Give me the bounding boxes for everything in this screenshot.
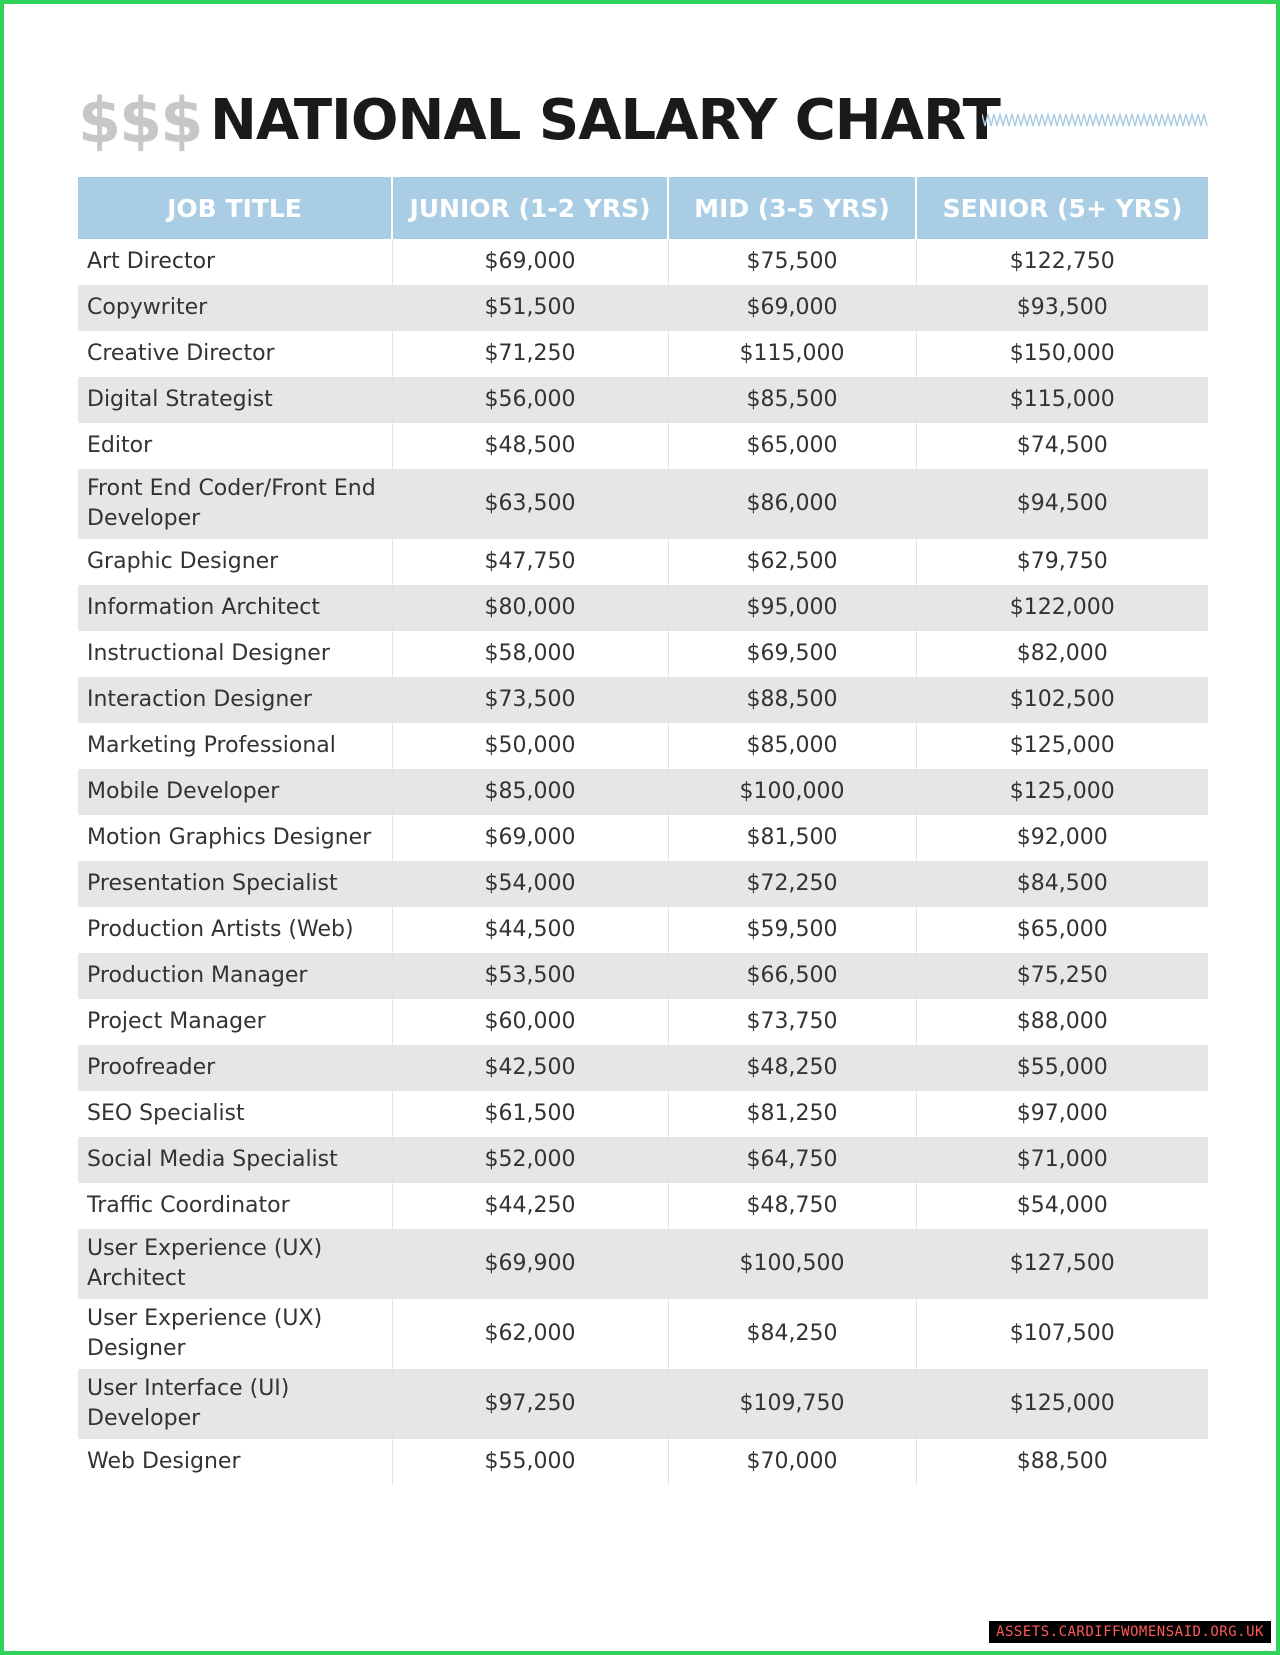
job-title-cell: SEO Specialist [87, 1101, 245, 1126]
mid-salary-cell: $81,500 [668, 815, 916, 861]
junior-salary-cell: $54,000 [392, 861, 668, 907]
table-row [78, 953, 1208, 999]
senior-salary-cell: $88,500 [916, 1439, 1208, 1485]
junior-salary-cell: $56,000 [392, 377, 668, 423]
mid-salary-cell: $72,250 [668, 861, 916, 907]
job-title-cell: Front End Coder/Front End Developer [78, 469, 392, 539]
job-title-cell: User Interface (UI) Developer [78, 1369, 392, 1439]
senior-salary-cell: $82,000 [916, 631, 1208, 677]
job-title-cell: Digital Strategist [78, 377, 392, 423]
senior-salary-cell: $65,000 [916, 907, 1208, 953]
mid-salary-cell: $65,000 [668, 423, 916, 469]
table-row [78, 1439, 1208, 1485]
table-row [78, 539, 1208, 585]
junior-salary-cell: $69,900 [392, 1229, 668, 1299]
dollar-signs: $$$ [78, 84, 202, 157]
table-row [78, 769, 1208, 815]
job-title-cell: Interaction Designer [78, 677, 392, 723]
table-row [78, 1137, 1208, 1183]
senior-salary-cell: $125,000 [916, 723, 1208, 769]
table-row [78, 285, 1208, 331]
junior-salary-cell: $62,000 [392, 1299, 668, 1369]
mid-salary-cell: $73,750 [668, 999, 916, 1045]
table-row [78, 1045, 1208, 1091]
mid-salary-cell: $109,750 [668, 1369, 916, 1439]
table-row [78, 815, 1208, 861]
job-title-cell: User Experience (UX) Designer [87, 1306, 323, 1361]
mid-salary-cell: $66,500 [668, 953, 916, 999]
senior-salary-cell: $92,000 [916, 815, 1208, 861]
mid-salary-cell: $84,250 [668, 1299, 916, 1369]
mid-salary-cell: $85,000 [668, 723, 916, 769]
table-row [78, 677, 1208, 723]
junior-salary-cell: $58,000 [392, 631, 668, 677]
mid-salary-cell: $48,750 [668, 1183, 916, 1229]
salary-table [78, 177, 1208, 1485]
mid-salary-cell: $64,750 [668, 1137, 916, 1183]
table-row [78, 423, 1208, 469]
junior-salary-cell: $50,000 [392, 723, 668, 769]
job-title-cell: Copywriter [78, 285, 392, 331]
mid-salary-cell: $48,250 [668, 1045, 916, 1091]
column-header-senior: SENIOR (5+ YRS) [916, 177, 1208, 239]
mid-salary-cell: $69,500 [668, 631, 916, 677]
table-row [78, 1369, 1208, 1439]
junior-salary-cell: $42,500 [392, 1045, 668, 1091]
junior-salary-cell: $55,000 [392, 1439, 668, 1485]
table-row [78, 239, 1208, 285]
senior-salary-cell: $107,500 [916, 1299, 1208, 1369]
column-header-job-title: JOB TITLE [78, 177, 392, 239]
job-title-cell: Web Designer [87, 1449, 241, 1474]
mid-salary-cell: $85,500 [668, 377, 916, 423]
table-row [78, 1229, 1208, 1299]
senior-salary-cell: $122,000 [916, 585, 1208, 631]
senior-salary-cell: $71,000 [916, 1137, 1208, 1183]
mid-salary-cell: $75,500 [668, 239, 916, 285]
senior-salary-cell: $102,500 [916, 677, 1208, 723]
junior-salary-cell: $60,000 [392, 999, 668, 1045]
table-row [78, 331, 1208, 377]
job-title-cell: Information Architect [78, 585, 392, 631]
senior-salary-cell: $97,000 [916, 1091, 1208, 1137]
job-title-cell: User Experience (UX) Architect [78, 1229, 392, 1299]
column-header-mid: MID (3-5 YRS) [668, 177, 916, 239]
job-title-cell: Editor [87, 433, 153, 458]
mid-salary-cell: $100,500 [668, 1229, 916, 1299]
mid-salary-cell: $59,500 [668, 907, 916, 953]
senior-salary-cell: $93,500 [916, 285, 1208, 331]
senior-salary-cell: $55,000 [916, 1045, 1208, 1091]
job-title-cell: Instructional Designer [87, 641, 330, 666]
senior-salary-cell: $122,750 [916, 239, 1208, 285]
table-body [78, 239, 1208, 1485]
source-credit: ASSETS.CARDIFFWOMENSAID.ORG.UK [989, 1621, 1271, 1643]
table-row [78, 1091, 1208, 1137]
junior-salary-cell: $69,000 [392, 815, 668, 861]
job-title-cell: Mobile Developer [78, 769, 392, 815]
senior-salary-cell: $84,500 [916, 861, 1208, 907]
senior-salary-cell: $94,500 [916, 469, 1208, 539]
title-row [78, 86, 1208, 156]
junior-salary-cell: $69,000 [392, 239, 668, 285]
junior-salary-cell: $51,500 [392, 285, 668, 331]
job-title-cell: Project Manager [87, 1009, 266, 1034]
mid-salary-cell: $69,000 [668, 285, 916, 331]
job-title-cell: Art Director [87, 249, 216, 274]
table-row [78, 999, 1208, 1045]
junior-salary-cell: $47,750 [392, 539, 668, 585]
junior-salary-cell: $44,250 [392, 1183, 668, 1229]
table-row [78, 723, 1208, 769]
junior-salary-cell: $80,000 [392, 585, 668, 631]
mid-salary-cell: $95,000 [668, 585, 916, 631]
table-row [78, 585, 1208, 631]
mid-salary-cell: $81,250 [668, 1091, 916, 1137]
junior-salary-cell: $71,250 [392, 331, 668, 377]
chart-title: NATIONAL SALARY CHART [210, 88, 1000, 153]
zigzag-decoration [982, 110, 1208, 130]
table-row [78, 377, 1208, 423]
junior-salary-cell: $85,000 [392, 769, 668, 815]
job-title-cell: Presentation Specialist [78, 861, 392, 907]
senior-salary-cell: $125,000 [916, 1369, 1208, 1439]
job-title-cell: Marketing Professional [87, 733, 336, 758]
junior-salary-cell: $48,500 [392, 423, 668, 469]
job-title-cell: Traffic Coordinator [87, 1193, 290, 1218]
table-row [78, 861, 1208, 907]
senior-salary-cell: $79,750 [916, 539, 1208, 585]
job-title-cell: Motion Graphics Designer [87, 825, 372, 850]
junior-salary-cell: $73,500 [392, 677, 668, 723]
junior-salary-cell: $44,500 [392, 907, 668, 953]
senior-salary-cell: $150,000 [916, 331, 1208, 377]
table-row [78, 469, 1208, 539]
senior-salary-cell: $54,000 [916, 1183, 1208, 1229]
junior-salary-cell: $63,500 [392, 469, 668, 539]
senior-salary-cell: $75,250 [916, 953, 1208, 999]
table-row [78, 1299, 1208, 1369]
column-header-junior: JUNIOR (1-2 YRS) [392, 177, 668, 239]
senior-salary-cell: $74,500 [916, 423, 1208, 469]
senior-salary-cell: $115,000 [916, 377, 1208, 423]
senior-salary-cell: $125,000 [916, 769, 1208, 815]
header-row [78, 177, 1208, 239]
job-title-cell: Production Artists (Web) [87, 917, 354, 942]
job-title-cell: Social Media Specialist [78, 1137, 392, 1183]
mid-salary-cell: $88,500 [668, 677, 916, 723]
junior-salary-cell: $97,250 [392, 1369, 668, 1439]
mid-salary-cell: $115,000 [668, 331, 916, 377]
job-title-cell: Creative Director [87, 341, 275, 366]
junior-salary-cell: $53,500 [392, 953, 668, 999]
mid-salary-cell: $100,000 [668, 769, 916, 815]
junior-salary-cell: $52,000 [392, 1137, 668, 1183]
mid-salary-cell: $62,500 [668, 539, 916, 585]
mid-salary-cell: $86,000 [668, 469, 916, 539]
mid-salary-cell: $70,000 [668, 1439, 916, 1485]
junior-salary-cell: $61,500 [392, 1091, 668, 1137]
job-title-cell: Proofreader [78, 1045, 392, 1091]
senior-salary-cell: $127,500 [916, 1229, 1208, 1299]
table-row [78, 631, 1208, 677]
table-row [78, 907, 1208, 953]
job-title-cell: Graphic Designer [87, 549, 279, 574]
job-title-cell: Production Manager [78, 953, 392, 999]
table-row [78, 1183, 1208, 1229]
senior-salary-cell: $88,000 [916, 999, 1208, 1045]
